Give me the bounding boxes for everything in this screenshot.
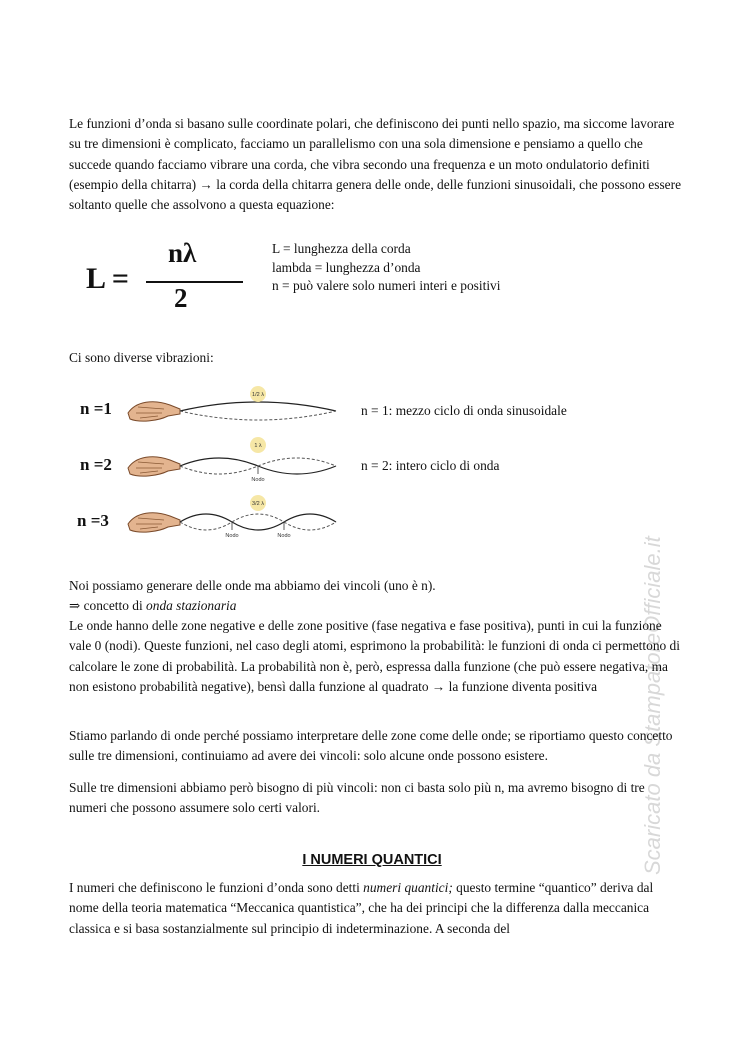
text-prefix: I numeri che definiscono le funzioni d’onda sono detti [69, 880, 364, 895]
text-prefix: ⇒ concetto di [69, 598, 147, 613]
vibrations-title: Ci sono diverse vibrazioni: [69, 350, 214, 365]
wave-badge: 3/2 λ [252, 501, 264, 507]
paragraph-numeri-quantici [69, 878, 681, 939]
legend-item: lambda = lunghezza d’onda [272, 259, 421, 275]
paragraph-vincoli: Noi possiamo generare delle onde ma abbiamo dei vincoli (uno è n). [69, 578, 436, 593]
legend-item: n = può valere solo numeri interi e positivi [272, 278, 501, 293]
formula-legend [272, 240, 500, 296]
formula-numerator: nλ [168, 238, 197, 268]
hand-icon [128, 513, 180, 532]
emphasis-term: onda stazionaria [146, 598, 237, 613]
wave-note-n1: n = 1: mezzo ciclo di onda sinusoidale [361, 403, 567, 418]
watermark-text: Scaricato da StampatoreOfficiale.it [640, 536, 665, 875]
wave-badge: 1 λ [254, 443, 262, 449]
node-label: Nodo [225, 533, 239, 539]
node-label: Nodo [277, 533, 291, 539]
paragraph-onda-stazionaria [69, 596, 681, 616]
hand-icon [128, 457, 180, 476]
text-suffix: questo termine “quantico” deriva dal nome della teoria matematica “Meccanica quantistica”, che ha dei principi che la differenza dalla meccanica classica e si basa sostanzialmente sul principio di indeterminazione. A seconda del [69, 880, 654, 936]
emphasis-term: numeri quantici; [363, 880, 453, 895]
wave-label-n1: n =1 [80, 399, 112, 418]
intro-paragraph: Le funzioni d’onda si basano sulle coordinate polari, che definiscono dei punti nello spazio, ma siccome lavorare su tre dimensioni è complicato, facciamo un parallelismo con una sola dimensione e pensiamo a quello che succede quando facciamo vibrare una corda, che vibra secondo una frequenza e un moto ondulatorio definiti (esempio della chitarra) → la corda della chitarra genera delle onde, delle funzioni sinusoidali, che possono essere soltanto quelle che assolvono a questa equazione: [69, 116, 682, 213]
paragraph-tre-dimensioni: Sulle tre dimensioni abbiamo però bisogno di più vincoli: non ci basta solo più n, ma avremo bisogno di tre numeri che possono assumere solo certi valori. [69, 780, 645, 816]
wave-n2-illustration [118, 436, 340, 490]
paragraph-zone: Le onde hanno delle zone negative e delle zone positive (fase negativa e fase positiva), punti in cui la funzione vale 0 (nodi). Queste funzioni, nel caso degli atomi, esprimono la probabilità: le funzioni di onda ci permettono di calcolare le zone di probabilità. La probabilità non è, però, espressa dalla funzione (che può essere negativa, ma non esistono probabilità negative), bensì dalla funzione al quadrato → la funzione diventa positiva [69, 618, 680, 694]
legend-item: L = lunghezza della corda [272, 241, 411, 256]
formula-denominator: 2 [174, 283, 188, 313]
node-label: Nodo [251, 477, 265, 483]
wave-label-n3: n =3 [77, 511, 109, 530]
wave-note-n2: n = 2: intero ciclo di onda [361, 458, 500, 473]
paragraph-onde: Stiamo parlando di onde perché possiamo interpretare delle zone come delle onde; se riportiamo questo concetto sulle tre dimensioni, continuiamo ad avere dei vincoli: solo alcune onde possono esistere. [69, 728, 673, 764]
wave-n1-illustration [118, 383, 340, 433]
wave-n3-illustration [118, 492, 340, 546]
formula-lhs: L = [86, 262, 129, 295]
hand-icon [128, 402, 180, 421]
fraction-bar [146, 281, 243, 283]
section-heading: I NUMERI QUANTICI [302, 852, 442, 868]
wave-label-n2: n =2 [80, 455, 112, 474]
wave-badge: 1/2 λ [252, 392, 264, 398]
